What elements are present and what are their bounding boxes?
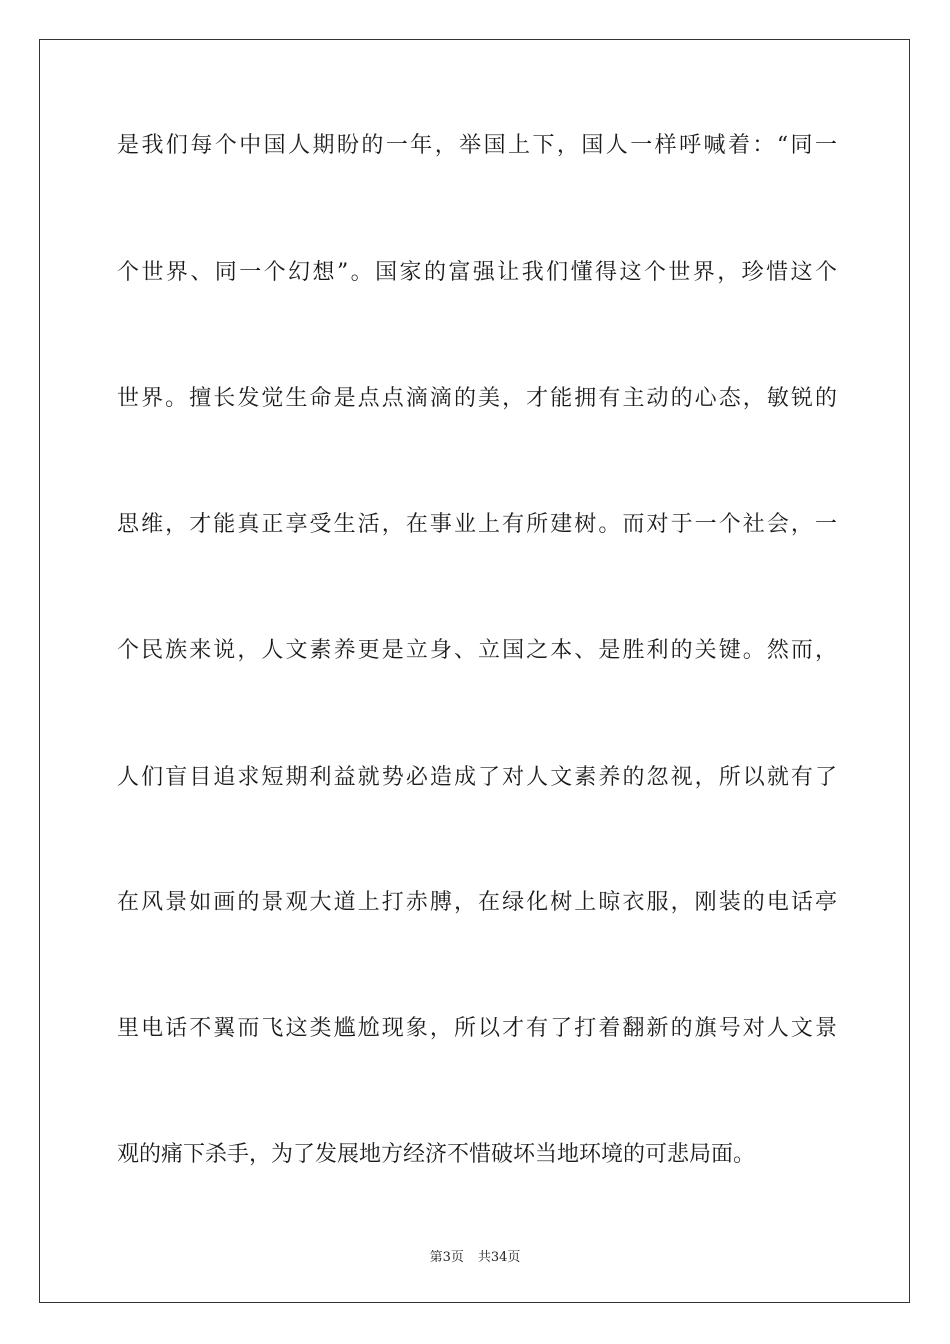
body-text-line: 世界。擅长发觉生命是点点滴滴的美，才能拥有主动的心态，敏锐的 — [117, 386, 837, 411]
body-text-line: 人们盲目追求短期利益就势必造成了对人文素养的忽视，所以就有了 — [117, 765, 837, 790]
body-text-line: 在风景如画的景观大道上打赤膊，在绿化树上晾衣服，刚装的电话亭 — [117, 890, 837, 915]
body-text-line: 思维，才能真正享受生活，在事业上有所建树。而对于一个社会，一 — [117, 512, 837, 537]
page-border — [39, 39, 910, 1303]
page-number: 第3页 — [429, 1250, 464, 1265]
body-text-line: 个民族来说，人文素养更是立身、立国之本、是胜利的关键。然而， — [117, 638, 837, 663]
body-text-line: 里电话不翼而飞这类尴尬现象，所以才有了打着翻新的旗号对人文景 — [117, 1016, 837, 1041]
body-text-line: 观的痛下杀手，为了发展地方经济不惜破坏当地环境的可悲局面。 — [117, 1142, 756, 1167]
total-pages: 共34页 — [477, 1250, 521, 1265]
body-text-line: 个世界、同一个幻想”。国家的富强让我们懂得这个世界，珍惜这个 — [117, 260, 837, 285]
body-text-line: 是我们每个中国人期盼的一年，举国上下，国人一样呼喊着：“同一 — [117, 133, 837, 158]
page-footer — [0, 1248, 950, 1268]
